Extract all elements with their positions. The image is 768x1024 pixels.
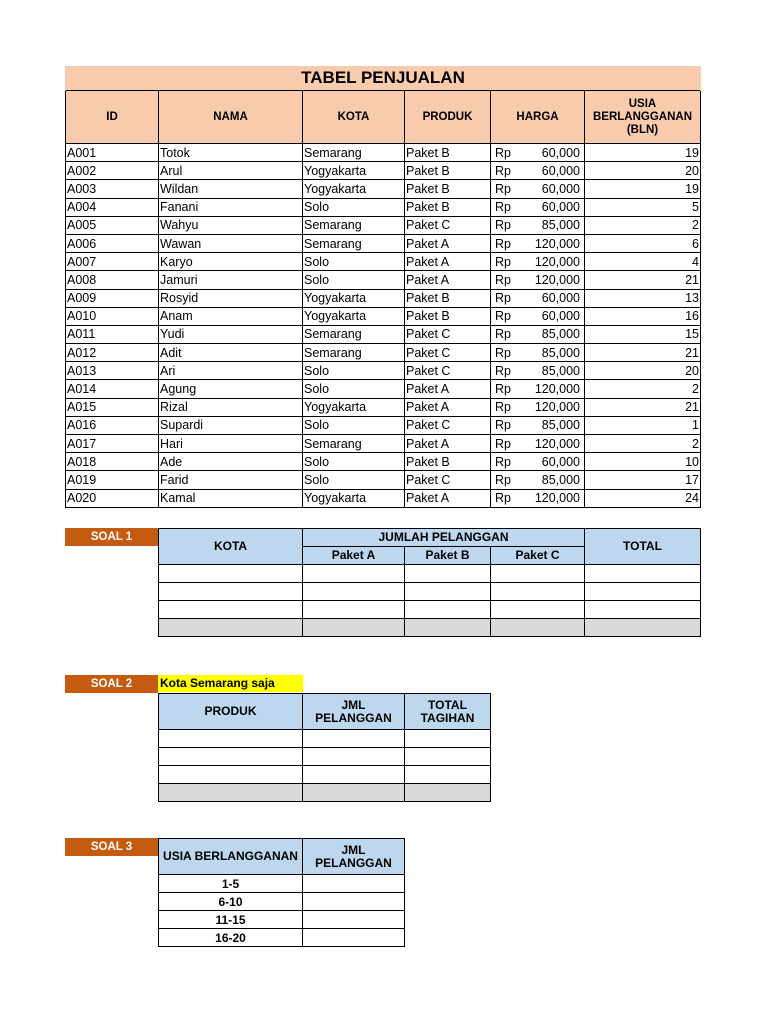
- price-amount: 120,000: [534, 272, 580, 287]
- cell-id: A019: [66, 471, 159, 489]
- table-row: [159, 583, 701, 601]
- cell-id: A012: [66, 344, 159, 362]
- cell-kota: Semarang: [303, 344, 405, 362]
- cell-nama: Fanani: [159, 198, 303, 216]
- soal-3-label: SOAL 3: [65, 838, 158, 856]
- currency-symbol: Rp: [495, 418, 511, 433]
- cell-nama: Agung: [159, 380, 303, 398]
- answer-cell[interactable]: [585, 619, 701, 637]
- cell-harga: [491, 216, 585, 234]
- table-row: [66, 180, 701, 198]
- cell-harga: [491, 489, 585, 507]
- cell-usia: 10: [585, 453, 701, 471]
- table-row: [66, 271, 701, 289]
- cell-usia: 1: [585, 416, 701, 434]
- cell-produk: Paket A: [405, 271, 491, 289]
- table-row: [66, 162, 701, 180]
- cell-nama: Kamal: [159, 489, 303, 507]
- soal-1-jumlah-header: JUMLAH PELANGGAN: [303, 529, 585, 547]
- answer-cell[interactable]: [491, 583, 585, 601]
- cell-nama: Wahyu: [159, 216, 303, 234]
- cell-harga: [491, 271, 585, 289]
- cell-harga: [491, 289, 585, 307]
- cell-usia: 19: [585, 144, 701, 162]
- header-usia: USIA BERLANGGANAN (BLN): [585, 91, 701, 144]
- price-amount: 120,000: [534, 254, 580, 269]
- cell-usia: 15: [585, 325, 701, 343]
- cell-usia: 2: [585, 380, 701, 398]
- price-amount: 85,000: [541, 363, 580, 378]
- currency-symbol: Rp: [495, 327, 511, 342]
- cell-produk: Paket A: [405, 234, 491, 252]
- range-label: 1-5: [159, 875, 303, 893]
- answer-cell[interactable]: [405, 766, 491, 784]
- answer-cell[interactable]: [303, 619, 405, 637]
- currency-symbol: Rp: [495, 236, 511, 251]
- header-nama: NAMA: [159, 91, 303, 144]
- answer-cell[interactable]: [303, 583, 405, 601]
- cell-nama: Hari: [159, 435, 303, 453]
- soal-1-label: SOAL 1: [65, 528, 158, 546]
- answer-cell[interactable]: [159, 766, 303, 784]
- answer-cell[interactable]: [405, 730, 491, 748]
- answer-cell[interactable]: [303, 784, 405, 802]
- header-harga: HARGA: [491, 91, 585, 144]
- cell-kota: Solo: [303, 471, 405, 489]
- soal-2-label: SOAL 2: [65, 675, 158, 693]
- currency-symbol: Rp: [495, 291, 511, 306]
- cell-nama: Yudi: [159, 325, 303, 343]
- cell-harga: [491, 344, 585, 362]
- cell-produk: Paket B: [405, 144, 491, 162]
- cell-harga: [491, 398, 585, 416]
- answer-cell[interactable]: [491, 565, 585, 583]
- cell-id: A010: [66, 307, 159, 325]
- cell-id: A008: [66, 271, 159, 289]
- cell-nama: Ade: [159, 453, 303, 471]
- cell-harga: [491, 325, 585, 343]
- price-amount: 60,000: [541, 309, 580, 324]
- currency-symbol: Rp: [495, 382, 511, 397]
- cell-produk: Paket C: [405, 344, 491, 362]
- currency-symbol: Rp: [495, 163, 511, 178]
- currency-symbol: Rp: [495, 436, 511, 451]
- cell-id: A015: [66, 398, 159, 416]
- price-amount: 120,000: [534, 236, 580, 251]
- cell-produk: Paket B: [405, 453, 491, 471]
- cell-kota: Semarang: [303, 435, 405, 453]
- answer-cell[interactable]: [303, 766, 405, 784]
- soal-2-note: Kota Semarang saja: [158, 675, 303, 692]
- answer-cell[interactable]: [159, 565, 303, 583]
- answer-cell[interactable]: [491, 601, 585, 619]
- soal-1-total-header: TOTAL: [585, 529, 701, 565]
- cell-produk: Paket A: [405, 489, 491, 507]
- total-row: [159, 619, 701, 637]
- cell-id: A001: [66, 144, 159, 162]
- soal-1-paket-c-header: Paket C: [491, 547, 585, 565]
- cell-usia: 17: [585, 471, 701, 489]
- cell-kota: Solo: [303, 253, 405, 271]
- cell-produk: Paket A: [405, 435, 491, 453]
- table-row: [159, 929, 405, 947]
- cell-produk: Paket C: [405, 471, 491, 489]
- cell-harga: [491, 162, 585, 180]
- cell-harga: [491, 435, 585, 453]
- cell-kota: Solo: [303, 271, 405, 289]
- cell-id: A016: [66, 416, 159, 434]
- answer-cell[interactable]: [405, 748, 491, 766]
- price-amount: 60,000: [541, 181, 580, 196]
- soal-2-jml-header: JML PELANGGAN: [303, 694, 405, 730]
- answer-cell[interactable]: [159, 601, 303, 619]
- cell-usia: 21: [585, 344, 701, 362]
- table-row: [66, 435, 701, 453]
- cell-harga: [491, 253, 585, 271]
- table-row: [159, 748, 491, 766]
- header-kota: KOTA: [303, 91, 405, 144]
- header-id: ID: [66, 91, 159, 144]
- cell-usia: 16: [585, 307, 701, 325]
- cell-usia: 19: [585, 180, 701, 198]
- currency-symbol: Rp: [495, 345, 511, 360]
- cell-produk: Paket B: [405, 180, 491, 198]
- answer-cell[interactable]: [405, 784, 491, 802]
- soal-2-tagihan-header: TOTAL TAGIHAN: [405, 694, 491, 730]
- cell-nama: Anam: [159, 307, 303, 325]
- cell-usia: 5: [585, 198, 701, 216]
- table-row: [66, 380, 701, 398]
- cell-produk: Paket A: [405, 380, 491, 398]
- price-amount: 85,000: [541, 218, 580, 233]
- table-row: [66, 344, 701, 362]
- table-row: [66, 216, 701, 234]
- cell-nama: Rosyid: [159, 289, 303, 307]
- cell-nama: Ari: [159, 362, 303, 380]
- answer-cell[interactable]: [159, 748, 303, 766]
- cell-usia: 24: [585, 489, 701, 507]
- table-row: [66, 144, 701, 162]
- cell-usia: 2: [585, 216, 701, 234]
- cell-id: A004: [66, 198, 159, 216]
- soal-3-jml-header: JML PELANGGAN: [303, 839, 405, 875]
- answer-cell[interactable]: [303, 730, 405, 748]
- table-row: [66, 253, 701, 271]
- cell-produk: Paket A: [405, 398, 491, 416]
- soal-3-table: [158, 838, 405, 947]
- cell-id: A018: [66, 453, 159, 471]
- price-amount: 85,000: [541, 472, 580, 487]
- cell-kota: Solo: [303, 362, 405, 380]
- answer-cell[interactable]: [159, 730, 303, 748]
- cell-usia: 2: [585, 435, 701, 453]
- cell-harga: [491, 416, 585, 434]
- cell-harga: [491, 362, 585, 380]
- price-amount: 120,000: [534, 400, 580, 415]
- cell-id: A011: [66, 325, 159, 343]
- cell-id: A009: [66, 289, 159, 307]
- cell-produk: Paket C: [405, 216, 491, 234]
- cell-usia: 6: [585, 234, 701, 252]
- currency-symbol: Rp: [495, 454, 511, 469]
- answer-cell[interactable]: [491, 619, 585, 637]
- table-row: [159, 565, 701, 583]
- cell-nama: Totok: [159, 144, 303, 162]
- answer-cell[interactable]: [405, 565, 491, 583]
- sales-table: [65, 66, 701, 508]
- cell-harga: [491, 471, 585, 489]
- cell-kota: Yogyakarta: [303, 162, 405, 180]
- table-row: [159, 911, 405, 929]
- cell-usia: 21: [585, 398, 701, 416]
- sales-table-body: [66, 144, 701, 508]
- table-row: [66, 453, 701, 471]
- cell-nama: Wawan: [159, 234, 303, 252]
- cell-kota: Semarang: [303, 325, 405, 343]
- table-row: [159, 875, 405, 893]
- cell-harga: [491, 453, 585, 471]
- currency-symbol: Rp: [495, 272, 511, 287]
- currency-symbol: Rp: [495, 363, 511, 378]
- currency-symbol: Rp: [495, 309, 511, 324]
- table-row: [66, 234, 701, 252]
- cell-usia: 4: [585, 253, 701, 271]
- cell-kota: Semarang: [303, 216, 405, 234]
- cell-id: A005: [66, 216, 159, 234]
- currency-symbol: Rp: [495, 200, 511, 215]
- range-label: 11-15: [159, 911, 303, 929]
- range-label: 16-20: [159, 929, 303, 947]
- cell-usia: 20: [585, 162, 701, 180]
- sales-table-title: TABEL PENJUALAN: [66, 66, 701, 91]
- cell-nama: Wildan: [159, 180, 303, 198]
- cell-produk: Paket C: [405, 416, 491, 434]
- table-row: [159, 601, 701, 619]
- price-amount: 60,000: [541, 163, 580, 178]
- table-row: [159, 893, 405, 911]
- price-amount: 60,000: [541, 200, 580, 215]
- cell-kota: Yogyakarta: [303, 307, 405, 325]
- cell-nama: Jamuri: [159, 271, 303, 289]
- cell-id: A002: [66, 162, 159, 180]
- cell-produk: Paket B: [405, 289, 491, 307]
- cell-kota: Yogyakarta: [303, 489, 405, 507]
- answer-cell[interactable]: [405, 601, 491, 619]
- answer-cell[interactable]: [405, 583, 491, 601]
- table-row: [66, 325, 701, 343]
- cell-id: A007: [66, 253, 159, 271]
- cell-nama: Supardi: [159, 416, 303, 434]
- cell-id: A020: [66, 489, 159, 507]
- answer-cell[interactable]: [303, 748, 405, 766]
- cell-harga: [491, 198, 585, 216]
- cell-kota: Yogyakarta: [303, 398, 405, 416]
- answer-cell[interactable]: [303, 601, 405, 619]
- table-row: [66, 362, 701, 380]
- table-row: [159, 766, 491, 784]
- table-row: [159, 730, 491, 748]
- price-amount: 60,000: [541, 291, 580, 306]
- cell-produk: Paket A: [405, 253, 491, 271]
- currency-symbol: Rp: [495, 491, 511, 506]
- cell-kota: Semarang: [303, 144, 405, 162]
- currency-symbol: Rp: [495, 254, 511, 269]
- price-amount: 120,000: [534, 436, 580, 451]
- answer-cell[interactable]: [303, 565, 405, 583]
- table-row: [66, 416, 701, 434]
- cell-kota: Solo: [303, 453, 405, 471]
- cell-kota: Solo: [303, 380, 405, 398]
- price-amount: 120,000: [534, 491, 580, 506]
- cell-usia: 20: [585, 362, 701, 380]
- cell-id: A003: [66, 180, 159, 198]
- cell-id: A014: [66, 380, 159, 398]
- soal-1-kota-header: KOTA: [159, 529, 303, 565]
- table-row: [66, 307, 701, 325]
- header-produk: PRODUK: [405, 91, 491, 144]
- table-row: [66, 471, 701, 489]
- cell-kota: Yogyakarta: [303, 289, 405, 307]
- soal-1-paket-a-header: Paket A: [303, 547, 405, 565]
- price-amount: 85,000: [541, 418, 580, 433]
- cell-usia: 21: [585, 271, 701, 289]
- answer-cell[interactable]: [303, 929, 405, 947]
- cell-produk: Paket C: [405, 362, 491, 380]
- cell-nama: Farid: [159, 471, 303, 489]
- soal-1-table: [158, 528, 701, 637]
- currency-symbol: Rp: [495, 181, 511, 196]
- currency-symbol: Rp: [495, 218, 511, 233]
- answer-cell[interactable]: [585, 565, 701, 583]
- cell-produk: Paket B: [405, 162, 491, 180]
- cell-harga: [491, 380, 585, 398]
- price-amount: 120,000: [534, 382, 580, 397]
- soal-2-table: [158, 693, 491, 802]
- answer-cell[interactable]: [303, 893, 405, 911]
- cell-harga: [491, 307, 585, 325]
- currency-symbol: Rp: [495, 400, 511, 415]
- cell-produk: Paket C: [405, 325, 491, 343]
- table-row: [66, 489, 701, 507]
- cell-nama: Adit: [159, 344, 303, 362]
- table-row: [66, 198, 701, 216]
- price-amount: 60,000: [541, 145, 580, 160]
- range-label: 6-10: [159, 893, 303, 911]
- currency-symbol: Rp: [495, 145, 511, 160]
- cell-harga: [491, 234, 585, 252]
- cell-harga: [491, 180, 585, 198]
- price-amount: 85,000: [541, 327, 580, 342]
- table-row: [66, 398, 701, 416]
- total-row: [159, 784, 491, 802]
- price-amount: 85,000: [541, 345, 580, 360]
- cell-produk: Paket B: [405, 307, 491, 325]
- answer-cell[interactable]: [585, 583, 701, 601]
- soal-3-usia-header: USIA BERLANGGANAN: [159, 839, 303, 875]
- cell-usia: 13: [585, 289, 701, 307]
- table-row: [66, 289, 701, 307]
- answer-cell[interactable]: [303, 875, 405, 893]
- cell-nama: Karyo: [159, 253, 303, 271]
- cell-kota: Yogyakarta: [303, 180, 405, 198]
- cell-kota: Solo: [303, 416, 405, 434]
- cell-kota: Solo: [303, 198, 405, 216]
- answer-cell[interactable]: [405, 619, 491, 637]
- soal-1-paket-b-header: Paket B: [405, 547, 491, 565]
- cell-nama: Rizal: [159, 398, 303, 416]
- cell-id: A017: [66, 435, 159, 453]
- currency-symbol: Rp: [495, 472, 511, 487]
- soal-2-produk-header: PRODUK: [159, 694, 303, 730]
- answer-cell[interactable]: [585, 601, 701, 619]
- answer-cell[interactable]: [159, 784, 303, 802]
- answer-cell[interactable]: [159, 583, 303, 601]
- cell-id: A013: [66, 362, 159, 380]
- cell-produk: Paket B: [405, 198, 491, 216]
- answer-cell[interactable]: [303, 911, 405, 929]
- price-amount: 60,000: [541, 454, 580, 469]
- cell-kota: Semarang: [303, 234, 405, 252]
- cell-id: A006: [66, 234, 159, 252]
- cell-nama: Arul: [159, 162, 303, 180]
- answer-cell[interactable]: [159, 619, 303, 637]
- cell-harga: [491, 144, 585, 162]
